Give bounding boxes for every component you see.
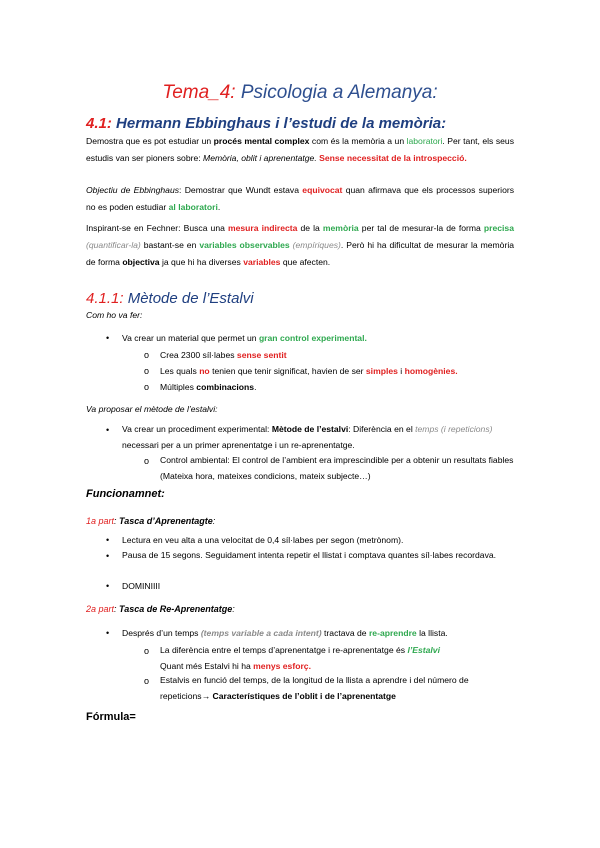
va-proposar-label: Va proposar el mètode de l’estalvi: [86,404,218,414]
separator: : [232,604,235,614]
highlight-gray: (empíriques) [292,240,341,250]
section-number: 4.1.1: [86,290,124,307]
text: ja que hi ha diverses [159,257,244,267]
sub-bullet-meaning [160,366,458,376]
italic-text: Objectiu de Ebbinghaus [86,185,180,195]
highlight-red: homogènies. [404,366,458,376]
text: la llista. [416,628,448,638]
page-title [0,82,600,104]
part-title: Tasca de Re-Aprenentatge [119,604,233,614]
bullet-dot: • [106,628,110,638]
highlight-green: re-aprendre [368,628,417,638]
section-title: Hermann Ebbinghaus i l’estudi de la memòria: [116,115,447,132]
highlight-red: Sense necessitat de la introspecció. [319,153,467,163]
text: com és la memòria a un [309,136,407,146]
section-heading-4-1 [86,115,446,132]
section-number: 4.1: [86,115,112,132]
highlight-red: variables [243,257,281,267]
sub-bullet-combinations [160,382,256,392]
text: Control ambiental: El control de l’ambient era imprescindible per a obtenir un resultats fiables (Mateixa hora, mateixes condicions, mateix subjecte…) [160,455,514,481]
highlight-gray: (quantificar-la) [86,240,141,250]
part-title: Tasca d’Aprenentagte [119,516,213,526]
highlight-green: variables observables [199,240,290,250]
text: per tal de mesurar-la de forma [358,223,484,233]
part-label: 1a part [86,516,115,526]
text: Demostra que es pot estudiar un [86,136,214,146]
part1-bullet-reading: Lectura en veu alta a una velocitat de 0,4 síl·labes per segon (metrònom). [122,535,404,545]
text: Les quals [160,366,200,376]
highlight-green: precisa [483,223,514,233]
bold-text: Característiques de l’oblit i de l’aprenentatge [210,691,396,701]
part1-bullet-dominiiii: DOMINIIII [122,581,161,591]
text: Crea 2300 síl·labes [160,350,237,360]
highlight-green: memòria [322,223,359,233]
com-ho-va-fer-label: Com ho va fer: [86,310,143,320]
text: : Diferència en el [348,424,416,434]
text: tenien que tenir significat, havien de ser [209,366,366,376]
title-prefix: Tema_4: [162,82,236,103]
text: : Demostrar que Wundt estava [179,185,303,195]
bullet-dot: • [106,551,110,561]
highlight-gray: (temps variable a cada intent) [200,628,322,638]
text: tractava de [321,628,369,638]
highlight-red: menys esforç. [253,661,311,671]
section-heading-4-1-1 [86,290,254,307]
text: Va crear un material que permet un [122,333,259,343]
highlight-red: equivocat [302,185,343,195]
funcionament-heading: Funcionamnet: [86,488,165,500]
arrow-icon: → [201,691,211,701]
text: i [397,366,405,376]
text: bastant-se en [140,240,200,250]
highlight-red: simples [365,366,398,376]
bullet-dot: • [106,581,110,591]
section-title: Mètode de l’Estalvi [127,290,254,307]
text: que afecten. [280,257,331,267]
text: Estalvis en funció del temps, de la longitud de la llista a aprendre i del número de repeticions [160,675,469,701]
text: . Però hi ha dificultat de mesurar la memòria de forma [86,240,515,267]
sub-bullet-marker: o [144,366,150,376]
formula-label: Fórmula= [86,711,136,723]
part1-bullet-pause: Pausa de 15 segons. Seguidament intenta repetir el llistat i comptava quantes síl·labes recordava. [122,550,497,560]
sub-bullet-control [160,452,514,484]
sub-bullet-syllables [160,350,287,360]
highlight-red: mesura indirecta [227,223,298,233]
text: La diferència entre el temps d’aprenentatge i re-aprenentatge és [160,645,408,655]
text: Després d’un temps [122,628,201,638]
text: de la [297,223,323,233]
text: necessari per a un primer aprenentatge i un re-aprenentatge. [122,440,355,450]
text: Inspirant-se en Fechner: Busca una [86,223,228,233]
paragraph-fechner [86,220,514,271]
separator: : [114,516,120,526]
text: . [254,382,257,392]
text: Quant més Estalvi hi ha [160,661,254,671]
highlight-green: al laboratori [168,202,218,212]
highlight-green: l’Estalvi [407,645,440,655]
bullet-dot: • [106,425,110,435]
separator: : [114,604,120,614]
italic-text: Memòria, oblit i aprenentatge. [203,153,317,163]
bullet-procedure [122,421,514,453]
text: . [217,202,221,212]
sub-bullet-marker: o [144,646,150,656]
text: quan afirmava que els processos superiors no es poden estudiar [86,185,515,212]
text: Múltiples [160,382,197,392]
sub-bullet-marker: o [144,676,150,686]
highlight-gray: temps (i repeticions) [415,424,493,434]
highlight-red: no [199,366,210,376]
sub-bullet-marker: o [144,350,150,360]
paragraph-intro [86,133,514,167]
part2-bullet-relearn [122,628,448,638]
part-label: 2a part [86,604,115,614]
bold-text: Mètode de l’estalvi [271,424,349,434]
sub-bullet-savings [160,672,514,704]
highlight-green: laboratori [406,136,443,146]
bold-text: combinacions [196,382,255,392]
text: Va crear un procediment experimental: [122,424,272,434]
bullet-material [122,333,367,343]
part2-heading [86,604,235,614]
sub-bullet-estalvi [160,642,514,674]
sub-bullet-marker: o [144,382,150,392]
separator: : [212,516,216,526]
bullet-dot: • [106,333,110,343]
bold-text: procés mental complex [213,136,310,146]
highlight-green: gran control experimental. [258,333,367,343]
paragraph-objective [86,182,514,216]
highlight-red: sense sentit [236,350,287,360]
title-text: Psicologia a Alemanya: [240,82,438,103]
bullet-dot: • [106,535,110,545]
text: . Per tant, els seus estudis van ser pioners sobre: [86,136,514,163]
part1-heading [86,516,215,526]
bold-text: objectiva [122,257,160,267]
sub-bullet-marker: o [144,456,150,466]
